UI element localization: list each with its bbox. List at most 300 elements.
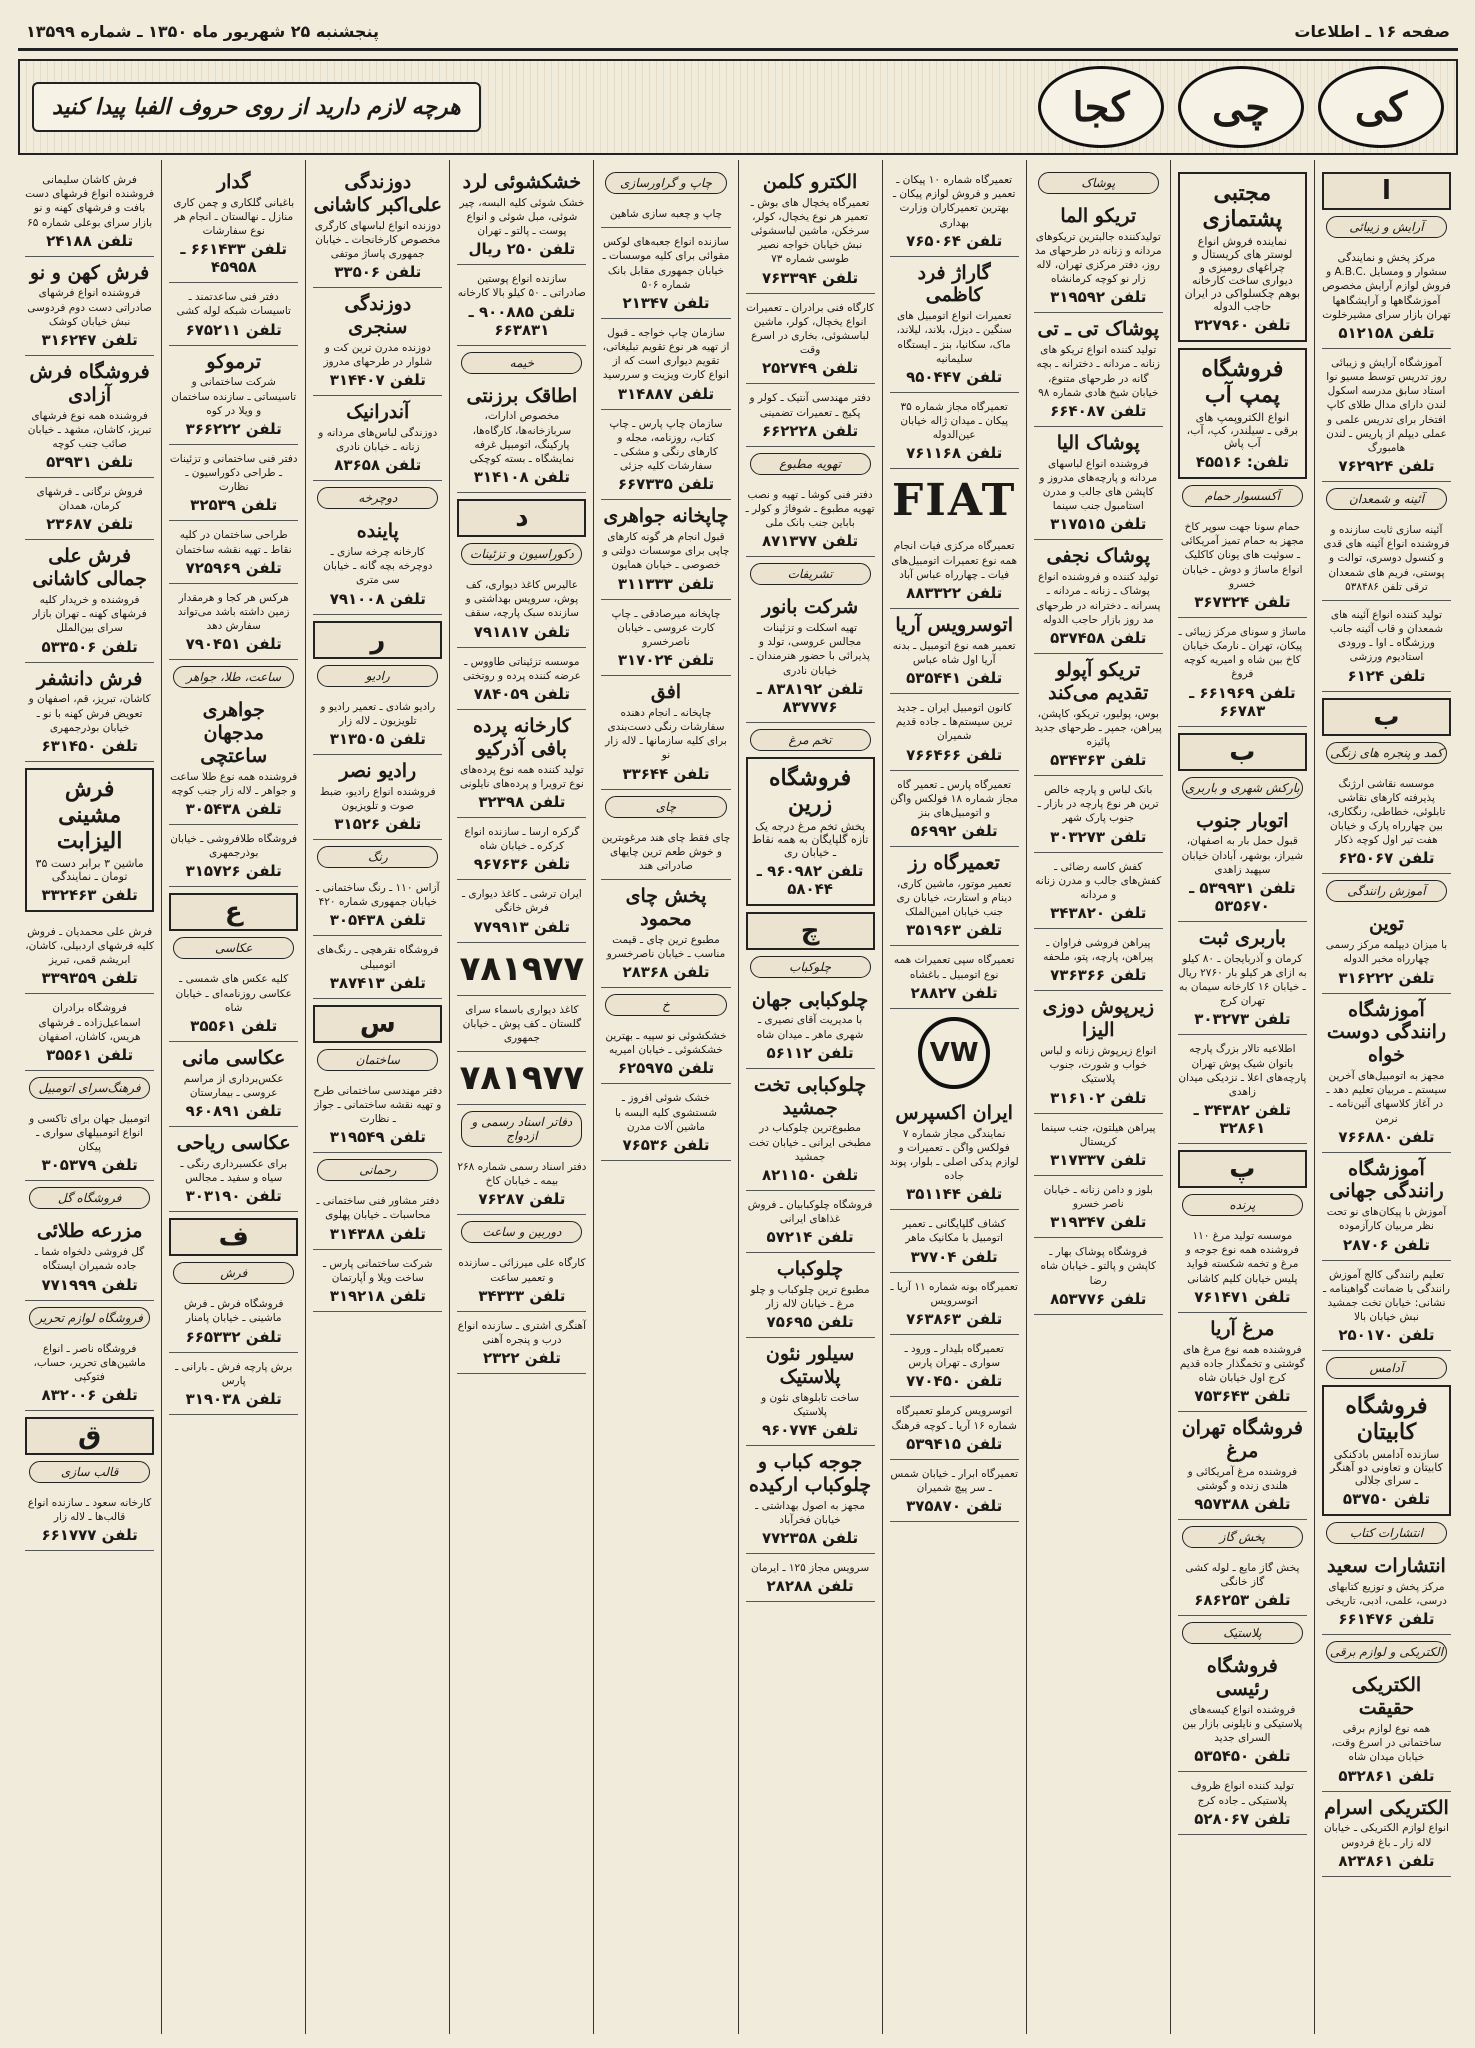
advertisement bbox=[1178, 1035, 1307, 1144]
category-label: آئینه و شمعدان bbox=[1326, 488, 1447, 510]
ad-phone: تلفن ۹۶۰۷۷۴ bbox=[761, 1421, 859, 1440]
ad-title: فروشگاه رئیسی bbox=[1206, 1655, 1278, 1701]
ad-phone: تلفن ۶۸۶۲۵۳ bbox=[1194, 1591, 1291, 1610]
category-label: خ bbox=[605, 994, 726, 1016]
ad-description: مجهز به اتومبیل‌های آخرین سیستم ـ مربیان تعلیم دهد ـ در آغاز کلاسهای آئین‌نامه ـ نرمن bbox=[1326, 1070, 1447, 1125]
advertisement bbox=[1034, 313, 1163, 426]
ad-description: دفتر مهندسی آنتیک ـ کولر و پکیج ـ تعمیرات تضمینی bbox=[749, 392, 871, 419]
alphabet-section-header: ا bbox=[1322, 172, 1451, 210]
ad-title: زیرپوش دوزی الیزا bbox=[1042, 996, 1155, 1042]
ad-description: دفتر اسناد رسمی شماره ۲۶۸ بیمه ـ خیابان کاخ bbox=[457, 1161, 587, 1188]
ad-description: موسسه نقاشی ارژنگ پذیرفته کارهای نقاشی تابلوئی، خطاطی، رنگکاری، بین چهارراه پارک و خیابان هفت تیر اول کوچه ذکار bbox=[1327, 777, 1446, 847]
ad-description: تعمیر موتور، ماشین کاری، دینام و استارت، خیابان ری جنب خیابان امین‌الملک bbox=[896, 877, 1012, 919]
advertisement bbox=[25, 356, 154, 478]
advertisement bbox=[457, 1312, 586, 1374]
ad-title: باربری ثبت bbox=[1198, 926, 1286, 949]
advertisement bbox=[890, 1335, 1019, 1397]
ad-phone: تلفن ۳۵۵۶۱ bbox=[46, 1045, 134, 1064]
category-label: ساختمان bbox=[317, 1049, 438, 1071]
logo-word-chi: چی bbox=[1178, 66, 1304, 148]
ad-phone: تلفن ۳۸۷۴۱۳ bbox=[329, 973, 426, 992]
advertisement bbox=[746, 1253, 875, 1338]
boxed-advertisement bbox=[1322, 1385, 1451, 1516]
ad-title: پوشاک نجفی bbox=[1046, 545, 1150, 568]
advertisement bbox=[25, 540, 154, 662]
advertisement bbox=[1322, 1669, 1451, 1791]
ad-phone: تلفن ۳۱۶۱۰۲ bbox=[1050, 1088, 1147, 1107]
ad-phone: تلفن ۹۰۰۸۸۵ ـ ۶۶۳۸۳۱ bbox=[468, 302, 576, 339]
advertisement bbox=[1178, 805, 1307, 922]
advertisement bbox=[457, 265, 586, 345]
ad-phone: تلفن ۲۵۰۱۷۰ bbox=[1338, 1326, 1435, 1345]
advertisement bbox=[25, 918, 154, 995]
category-label: تشریفات bbox=[750, 563, 871, 585]
advertisement bbox=[1178, 1772, 1307, 1834]
ad-phone: تلفن ۵۳۹۹۳۱ ـ ۵۳۵۶۷۰ bbox=[1189, 878, 1296, 915]
category-label: آدامس bbox=[1326, 1357, 1447, 1379]
advertisement bbox=[746, 294, 875, 385]
ad-phone: تلفن ۵۳۹۳۱ bbox=[46, 453, 134, 472]
ad-description: خشک شوئی کلیه البسه، چیر شوئی، مبل شوئی و انواع پوست ـ پالتو ـ تهران bbox=[459, 196, 585, 238]
ad-phone: تلفن ۶۶۱۴۳۳ ـ ۴۵۹۵۸ bbox=[180, 240, 287, 277]
ad-description: موسسه تولید مرغ ۱۱۰ فروشنده همه نوع جوجه و مرغ و تخمه شکسته فواید پلیس خیابان کلیم کاشانی bbox=[1185, 1230, 1299, 1285]
ad-phone: تلفن ۷۶۱۱۶۸ bbox=[906, 444, 1003, 463]
ad-description: سازنده انواع پوستین صادراتی ـ ۵۰ کیلو بالا کارخانه bbox=[457, 273, 586, 300]
category-label: قالب سازی bbox=[29, 1461, 150, 1483]
ad-title: اطاقک برزنتی bbox=[466, 384, 578, 407]
advertisement bbox=[313, 755, 442, 840]
ad-description: آزاس ۱۱۰ ـ رنگ ساختمانی ـ خیابان جمهوری شماره ۴۲۰ bbox=[316, 881, 440, 909]
ad-description: کارخانه چرخه سازی ـ دوچرخه بچه گانه ـ خیابان سی متری bbox=[323, 545, 433, 587]
category-label: رحمانی bbox=[317, 1159, 438, 1181]
ad-phone: تلفن ۵۳۵۴۵۰ bbox=[1194, 1747, 1291, 1766]
ad-description: بانک لباس و پارچه خالص ترین هر نوع پارچه در بازار ـ جنوب پارک شهر bbox=[1037, 784, 1159, 825]
ad-description: کشاف گلپایگانی ـ تعمیر اتومبیل با مکانیک ماهر bbox=[902, 1218, 1006, 1245]
ad-description: برش پارچه فرش ـ بارانی ـ پارس bbox=[175, 1360, 293, 1387]
ad-phone: تلفن ۸۲۱۱۵۰ bbox=[761, 1165, 859, 1184]
ad-title: دوزندگی علی‌اکبر کاشانی bbox=[313, 171, 442, 216]
ad-description: فرش کاشان سلیمانی فروشنده انواع فرشهای دست بافت و فرشهای کهنه و نو بازار سرای بوعلی شماره ۶۵ bbox=[25, 174, 155, 229]
ad-title: چاپخانه جواهری bbox=[603, 505, 729, 528]
advertisement bbox=[1322, 244, 1451, 349]
advertisement bbox=[457, 818, 586, 880]
ad-description: مطبوع ترین چای ـ قیمت مناسب ـ خیابان ناصرخسرو bbox=[606, 933, 726, 960]
ad-description: خشک شوئی افروز ـ شستشوی کلیه البسه با ماشین آلات مدرن bbox=[614, 1092, 717, 1133]
advertisement bbox=[890, 694, 1019, 771]
advertisement bbox=[1178, 1650, 1307, 1772]
advertisement bbox=[457, 996, 586, 1053]
ad-phone: تلفن ۶۳۱۴۵۰ bbox=[41, 736, 138, 755]
ad-description: انواع لوازم الکتریکی ـ خیابان لاله زار ـ باغ فردوس bbox=[1323, 1822, 1449, 1849]
advertisement bbox=[1322, 349, 1451, 482]
ad-phone: تلفن ۳۰۵۳۷۹ bbox=[41, 1156, 138, 1175]
ad-title: تریکو الما bbox=[1060, 205, 1137, 227]
ad-description: چاپخانه میرصادقی ـ چاپ کارت عروسی ـ خیابان ناصرخسرو bbox=[611, 607, 721, 648]
ad-description: با مدیریت آقای نصیری ـ شهری ماهر ـ میدان شاه bbox=[756, 1014, 864, 1041]
alphabet-section-header: ع bbox=[169, 893, 298, 931]
advertisement bbox=[601, 228, 730, 319]
alphabet-section-header: ب bbox=[1178, 733, 1307, 771]
ad-title: جواهری مدجهان ساعتچی bbox=[200, 699, 268, 767]
ad-description: فروشگاه فرش ـ فرش ماشینی ـ خیابان پامنار bbox=[183, 1298, 284, 1325]
ad-phone: تلفن ۷۷۰۴۵۰ bbox=[906, 1372, 1003, 1391]
ad-description: نماینده فروش انواع لوستر های کریستال و چراغهای رومیزی و دیواری ساخت کارخانه بوهم چکسلواکی در ایران حاجب الدوله bbox=[1184, 235, 1301, 313]
ad-description: فروشنده مرغ آمریکائی و هلندی زنده و گوشتی bbox=[1187, 1465, 1298, 1492]
ad-phone: تلفن ۳۱۹۵۴۹ bbox=[329, 1128, 426, 1147]
ad-description: اتوسرویس کرملو تعمیرگاه شماره ۱۶ آریا ـ کوچه فرهنگ bbox=[891, 1405, 1017, 1432]
ad-title: چلوکباب bbox=[776, 1258, 844, 1281]
ad-description: آموزش با پیکان‌های نو تحت نظر مربیان کارآزموده bbox=[1326, 1206, 1447, 1233]
ad-title: خشکشوئی لرد bbox=[462, 171, 582, 193]
ad-title: افق bbox=[650, 681, 682, 704]
category-label: دوربین و ساعت bbox=[461, 1221, 582, 1243]
ad-phone: تلفن ۵۷۲۱۴ bbox=[766, 1228, 854, 1247]
ad-description: سرویس مجاز ۱۲۵ ـ ایرمان bbox=[750, 1562, 870, 1575]
ad-phone: تلفن ۵۳۵۴۴۱ bbox=[906, 669, 1003, 688]
ad-phone: تلفن ۹۶۷۶۳۶ bbox=[473, 855, 570, 874]
ad-phone: تلفن ۷۷۲۳۵۸ bbox=[761, 1529, 859, 1548]
ad-title: فروشگاه فرش آزادی bbox=[29, 361, 150, 406]
ad-phone: تلفن ۳۱۵۲۶ bbox=[334, 814, 422, 833]
ad-description: موسسه تزئیناتی طاووس ـ عرضه کننده پرده و روتختی bbox=[462, 655, 581, 682]
ad-description: فروشنده و خریدار کلیه فرشهای کهنه ـ تهران بازار سرای بین‌الملل bbox=[32, 594, 147, 635]
ad-description: نمایندگی مجاز شماره ۷ فولکس واگن ـ تعمیرات و لوازم یدکی اصلی ـ بلوار، پوند جاده bbox=[889, 1127, 1019, 1183]
ad-title: فروشگاه پمپ آب bbox=[1201, 356, 1284, 408]
ad-phone: تلفن ۷۶۳۸۶۳ bbox=[906, 1310, 1003, 1328]
ad-phone: تلفن ۳۱۱۳۳۳ bbox=[617, 574, 715, 593]
advertisement bbox=[890, 609, 1019, 694]
advertisement bbox=[746, 1338, 875, 1446]
ad-phone: تلفن ۶۲۵۹۷۵ bbox=[617, 1059, 715, 1078]
advertisement bbox=[25, 1335, 154, 1412]
ad-description: چاپ و چعبه سازی شاهین bbox=[609, 208, 723, 220]
ad-description: شرکت ساختمانی و تاسیساتی ـ سازنده ساختمان و ویلا در کوه bbox=[171, 376, 297, 417]
advertisement bbox=[890, 257, 1019, 393]
ad-description: هرکس هر کجا و هرمقدار زمین داشته باشد می‌تواند سفارش دهد bbox=[177, 591, 290, 633]
ad-description: مطبوع ترین چلوکباب و چلو مرغ ـ خیابان لاله زار bbox=[750, 1284, 870, 1311]
ad-phone: تلفن ۳۱۵۷۲۶ bbox=[185, 862, 282, 881]
ad-description: چاپخانه ـ انجام دهنده سفارشات رنگی دست‌بندی برای کلیه سازمانها ـ لاله زار نو bbox=[605, 706, 727, 762]
category-label: پخش گاز bbox=[1182, 1526, 1303, 1548]
ad-description: با میزان دیپلمه مرکز رسمی چهارراه مخبر الدوله bbox=[1325, 939, 1448, 966]
advertisement bbox=[601, 500, 730, 599]
page-label: صفحه ۱۶ ـ اطلاعات bbox=[1294, 21, 1450, 41]
ad-title: عکاسی ریاحی bbox=[176, 1132, 291, 1155]
category-label: تهویه مطبوع bbox=[750, 453, 871, 475]
logo-word-koja: کجا bbox=[1038, 66, 1164, 148]
ad-description: مرکز پخش و توزیع کتابهای درسی، علمی، ادبی، تاریخی bbox=[1325, 1581, 1447, 1608]
advertisement bbox=[313, 1077, 442, 1154]
advertisement bbox=[1322, 1550, 1451, 1635]
ad-phone: تلفن ۳۷۷۰۴ bbox=[910, 1247, 998, 1266]
ad-phone: تلفن ۷۵۶۹۵ bbox=[766, 1313, 854, 1332]
ad-description: انواع زیرپوش زنانه و لباس خواب و شورت، جنوب پلاستیک bbox=[1040, 1045, 1157, 1086]
ad-description: فروشنده همه نوع فرشهای تبریز، کاشان، مشهد ـ خیابان صائب جنب کوچه bbox=[27, 409, 152, 450]
ad-phone: تلفن ۵۱۲۱۵۸ bbox=[1338, 323, 1435, 342]
advertisement bbox=[1034, 929, 1163, 991]
ad-title: چلوکبابی تخت جمشید bbox=[753, 1073, 867, 1119]
ad-title: توین bbox=[1369, 913, 1404, 936]
advertisement bbox=[1178, 513, 1307, 618]
ad-phone: تلفن ۳۱۴۸۸۷ bbox=[617, 384, 715, 403]
ad-phone: تلفن ۳۳۶۴۴ bbox=[622, 764, 710, 783]
advertisement bbox=[169, 694, 298, 825]
ad-description: تولیدکننده جالبترین تریکوهای مردانه و زنانه در طرحهای مد روز، دفتر مرکزی تهران، لاله زار نو کوچه کرمانشاه bbox=[1034, 230, 1162, 286]
ad-phone: تلفن ۳۴۳۸۲۰ bbox=[1050, 904, 1147, 923]
ad-phone: تلفن ۷۶۲۸۷ bbox=[478, 1190, 566, 1209]
ad-phone: تلفن ۷۷۹۹۱۳ bbox=[473, 917, 570, 936]
advertisement bbox=[313, 693, 442, 755]
ad-description: کارگاه علی میرزائی ـ سازنده و تعمیر ساعت bbox=[458, 1257, 586, 1284]
ad-description: چای فقط چای هند مرغوبترین و خوش طعم ترین چایهای صادراتی هند bbox=[601, 831, 731, 872]
ad-description: پیراهن فروشی فراوان ـ پیراهن، پارچه، پتو، ملحفه bbox=[1043, 937, 1154, 964]
ad-title: چلوکبابی جهان bbox=[751, 988, 869, 1011]
advertisement bbox=[457, 1249, 586, 1311]
ad-column bbox=[1170, 160, 1314, 2034]
advertisement bbox=[457, 166, 586, 265]
ad-description: تولید کننده همه نوع پرده‌های نوع ترویرا و پرده‌های نایلونی bbox=[459, 763, 584, 790]
ad-phone: تلفن ۷۹۰۴۵۱ bbox=[185, 635, 282, 654]
ad-phone: تلفن ۳۵۱۱۴۴ bbox=[906, 1185, 1003, 1204]
category-label: پوشاک bbox=[1038, 172, 1159, 194]
ad-phone: تلفن ۲۳۲۲ bbox=[482, 1349, 561, 1368]
large-phone-number: ۷۸۱۹۷۷ bbox=[457, 943, 586, 996]
advertisement bbox=[746, 1446, 875, 1554]
ad-description: کانون اتومبیل ایران ـ جدید ترین سیستم‌ها ـ جاده قدیم شمیران bbox=[895, 702, 1013, 743]
advertisement bbox=[169, 283, 298, 345]
advertisement bbox=[169, 1042, 298, 1127]
ad-phone: تلفن ۳۲۷۹۶۰ bbox=[1194, 316, 1291, 334]
ad-description: سازنده انواع جعبه‌های لوکس مقوائی برای کلیه موسسات ـ خیابان جمهوری مقابل بانک شماره ۵۰۶ bbox=[602, 236, 730, 291]
ad-phone: تلفن ۳۱۴۳۸۸ bbox=[329, 1224, 426, 1243]
ad-description: عکس‌برداری از مراسم عروسی ـ بیمارستان bbox=[183, 1072, 284, 1099]
advertisement bbox=[169, 1290, 298, 1352]
ad-title: آندرانیک bbox=[346, 401, 410, 424]
ad-phone: تلفن ۲۱۳۴۷ bbox=[622, 293, 710, 312]
ad-title: الکترو کلمن bbox=[762, 171, 858, 193]
advertisement bbox=[1322, 1261, 1451, 1352]
ad-title: فرش دانشفر bbox=[36, 667, 143, 690]
ad-phone: تلفن ۶۲۵۰۶۷ bbox=[1338, 849, 1435, 868]
ad-title: انتشارات سعید bbox=[1327, 1555, 1446, 1578]
ad-description: کاشان، تبریز، قم، اصفهان و تعویض فرش کهنه با نو ـ خیابان بوذرجمهری bbox=[28, 693, 151, 734]
ad-description: فروشنده همه نوع طلا ساعت و جواهر ـ لاله زار جنب کوچه bbox=[170, 770, 298, 797]
category-label: دکوراسیون و تزئینات bbox=[461, 543, 582, 565]
alphabet-section-header: چ bbox=[746, 912, 875, 950]
ad-phone: تلفن ۳۳۵۰۶ bbox=[334, 263, 422, 282]
advertisement bbox=[313, 1250, 442, 1312]
ad-title: پخش چای محمود bbox=[625, 885, 707, 930]
ad-description: بلوز و دامن زنانه ـ خیابان ناصر خسرو bbox=[1043, 1183, 1153, 1211]
ad-description: خشکشوئی نو سپیه ـ بهترین خشکشوئی ـ خیابان امیریه bbox=[605, 1030, 727, 1057]
logo-word-ki: کی bbox=[1318, 66, 1444, 148]
ad-phone: تلفن ۶۶۷۳۳۵ bbox=[617, 475, 715, 494]
ad-description: تعمیرگاه پارس ـ تعمیر گاه مجاز شماره ۱۸ فولکس واگن و اتومبیل‌های بنز bbox=[890, 778, 1019, 819]
ad-description: تهیه اسکلت و تزئینات مجالس عروسی، تولد و پذیرائی با حضور هنرمندان ـ خیابان نادری bbox=[750, 622, 870, 677]
advertisement bbox=[1034, 200, 1163, 313]
ad-phone: تلفن ۳۳۹۳۵۹ bbox=[41, 969, 138, 988]
ad-description: فروشنده انواع فرشهای صادراتی دست دوم فردوسی نبش خیابان کوشک bbox=[27, 287, 152, 328]
category-label: خیمه bbox=[461, 352, 582, 374]
volkswagen-logo: VW bbox=[918, 1017, 990, 1089]
ad-phone: تلفن ۳۰۳۱۹۰ bbox=[185, 1187, 282, 1206]
advertisement bbox=[601, 410, 730, 501]
ad-phone: تلفن ۸۷۱۳۷۷ bbox=[761, 532, 859, 551]
ad-description: کارگاه فنی برادران ـ تعمیرات انواع یخچال، کولر، ماشین لباسشوئی، بخاری در اسرع وقت bbox=[745, 301, 875, 357]
ad-description: کاغذ دیواری باسماء سرای گلستان ـ کف پوش ـ خیابان جمهوری bbox=[462, 1003, 582, 1044]
ad-description: اتومبیل جهان برای تاکسی و انواع اتومبیلهای سواری ـ پیکان bbox=[29, 1112, 151, 1154]
ad-phone: تلفن ۳۲۳۹۸ bbox=[478, 792, 566, 811]
advertisement bbox=[601, 880, 730, 988]
advertisement bbox=[1178, 922, 1307, 1035]
ad-description: رادیو شادی ـ تعمیر رادیو و تلویزیون ـ لاله زار bbox=[320, 700, 436, 727]
category-label: رنگ bbox=[317, 846, 438, 868]
ad-description: فروشنده انواع لباسهای مردانه و پارچه‌های مدروز و کاپشن های جالب و مدرن استامبول جنب سینما bbox=[1039, 457, 1158, 513]
advertisement bbox=[890, 1273, 1019, 1335]
ad-description: دوزندگی لباس‌های مردانه و زنانه ـ خیابان نادری bbox=[318, 426, 438, 454]
ad-phone: تلفن ۸۲۳۸۶۱ bbox=[1338, 1851, 1435, 1870]
advertisement bbox=[1178, 1412, 1307, 1520]
advertisement bbox=[1178, 1222, 1307, 1313]
ad-phone: تلفن ۸۳۲۰۰۶ bbox=[41, 1386, 138, 1405]
advertisement bbox=[169, 1353, 298, 1415]
ad-phone: تلفن ۷۷۱۹۹۹ bbox=[41, 1275, 138, 1294]
ad-description: تولید کننده انواع ظروف پلاستیکی ـ جاده کرج bbox=[1190, 1780, 1294, 1807]
advertisement bbox=[457, 880, 586, 942]
ad-description: ایران ترشی ـ کاغذ دیواری ـ فرش خانگی bbox=[461, 888, 582, 915]
advertisement bbox=[169, 584, 298, 661]
category-label: فرهنگ‌سرای اتومبیل bbox=[29, 1077, 150, 1099]
ad-description: تعمیرگاه بلیدار ـ ورود ـ سواری ـ تهران پارس bbox=[904, 1343, 1004, 1370]
ad-description: پخش گاز مایع ـ لوله کشی گاز خانگی bbox=[1185, 1561, 1300, 1589]
ad-title: جوجه کباب و چلوکباب ارکیده bbox=[749, 1451, 872, 1497]
boxed-advertisement bbox=[25, 768, 154, 912]
advertisement bbox=[890, 393, 1019, 470]
ad-phone: تلفن ۲۵۰ ریال bbox=[468, 240, 576, 259]
ad-description: تعمیرگاه مرکزی فیات انجام همه نوع تعمیرات اتومبیل‌های فیات ـ چهارراه عباس آباد bbox=[891, 540, 1018, 581]
advertisement bbox=[890, 1397, 1019, 1459]
ad-title: پوشاک الیا bbox=[1056, 431, 1140, 454]
advertisement bbox=[1322, 601, 1451, 692]
advertisement bbox=[1322, 994, 1451, 1153]
ad-description: آئینه سازی ثابت سازنده و فروشنده انواع آئینه های قدی و کنسول دوسری، توالت و پوستی، فریم های شمعدان ترقی تلفن ۵۳۸۴۸۶ bbox=[1323, 524, 1450, 593]
ad-title: فروشگاه تهران مرغ bbox=[1181, 1417, 1303, 1462]
advertisement bbox=[313, 515, 442, 614]
ad-phone: تلفن ۷۶۶۸۸۰ bbox=[1338, 1127, 1435, 1146]
advertisement bbox=[457, 380, 586, 493]
alphabet-section-header: د bbox=[457, 499, 586, 537]
category-label: چلوکباب bbox=[750, 956, 871, 978]
ad-description: تعلیم رانندگی کالج آموزش رانندگی با ضمانت گواهینامه ـ نشانی: خیابان تخت جمشید نبش خیابان بالا bbox=[1322, 1268, 1450, 1324]
ad-phone: تلفن ۷۶۳۳۹۴ bbox=[761, 268, 859, 287]
advertisement bbox=[601, 200, 730, 228]
advertisement bbox=[746, 166, 875, 294]
ad-phone: تلفن ۳۴۳۳۳ bbox=[478, 1286, 566, 1305]
ad-title: عکاسی مانی bbox=[182, 1046, 286, 1069]
advertisement bbox=[169, 166, 298, 283]
category-label: بارکش شهری و باربری bbox=[1182, 777, 1303, 799]
advertisement bbox=[746, 1554, 875, 1602]
ad-description: دفتر فنی ساعدتمند ـ تاسیسات شبکه لوله کشی bbox=[176, 291, 291, 318]
advertisement bbox=[313, 936, 442, 998]
ad-title: مزرعه طلائی bbox=[36, 1220, 143, 1243]
ad-phone: تلفن ۷۶۱۴۷۱ bbox=[1194, 1287, 1291, 1306]
category-label: فرش bbox=[173, 1262, 294, 1284]
ad-title: فرش علی جمالی کاشانی bbox=[32, 545, 147, 591]
alphabet-section-header: ف bbox=[169, 1218, 298, 1256]
advertisement bbox=[1034, 1238, 1163, 1315]
ad-title: گاراژ فرد کاظمی bbox=[917, 261, 991, 307]
classified-columns bbox=[18, 160, 1458, 2034]
advertisement bbox=[169, 825, 298, 887]
advertisement bbox=[25, 1105, 154, 1182]
alphabet-section-header: ب bbox=[1322, 698, 1451, 736]
ad-title: گدار bbox=[216, 171, 251, 193]
advertisement bbox=[457, 1153, 586, 1215]
advertisement bbox=[746, 384, 875, 446]
ad-column bbox=[882, 160, 1026, 2034]
ad-phone: تلفن ۵۳۷۴۵۸ bbox=[1050, 628, 1147, 647]
ad-phone: تلفن ۵۳۹۴۱۵ bbox=[906, 1434, 1003, 1453]
ad-phone: تلفن ۶۶۴۰۸۷ bbox=[1050, 401, 1147, 420]
ad-description: فروشگاه پوشاک بهار ـ کاپشن و پالتو ـ خیابان شاه رضا bbox=[1040, 1246, 1156, 1287]
ad-phone: تلفن ۹۵۷۳۸۸ bbox=[1194, 1494, 1291, 1513]
ad-description: فروشگاه ناصر ـ انواع ماشین‌های تحریر، حساب، فتوکپی bbox=[33, 1342, 146, 1383]
ad-description: تعمیرات انواع اتومبیل های سنگین ـ دیزل، بلاند، لیلاند، ماک، سکانیا، بنز ـ ایستگاه سلیمانیه bbox=[896, 310, 1012, 365]
category-label: تخم مرغ bbox=[750, 729, 871, 751]
ad-description: کلیه عکس های شمسی ـ عکاسی روزنامه‌ای ـ خیابان شاه bbox=[175, 973, 292, 1014]
ad-phone: تلفن ۳۱۶۲۴۷ bbox=[41, 331, 138, 349]
ad-phone: تلفن ۳۰۳۲۷۳ bbox=[1050, 827, 1147, 846]
ad-phone: تلفن ۸۳۶۵۸ bbox=[334, 456, 422, 475]
advertisement bbox=[601, 319, 730, 410]
ad-phone: تلفن ۷۳۶۳۶۶ bbox=[1050, 966, 1147, 985]
advertisement bbox=[1322, 908, 1451, 993]
ad-description: کارخانه سعود ـ سازنده انواع قالب‌ها ـ لاله زار bbox=[27, 1497, 152, 1524]
ad-phone: تلفن ۹۶۰۸۹۱ bbox=[185, 1102, 282, 1121]
ad-description: پیراهن هیلتون، جنب سینما کریستال bbox=[1040, 1121, 1156, 1148]
ad-phone: تلفن ۳۶۷۳۲۴ bbox=[1194, 592, 1291, 611]
advertisement bbox=[1322, 770, 1451, 875]
masthead-banner bbox=[18, 59, 1458, 155]
ad-description: مرکز پخش و نمایندگی سشوار و ومسایل .A.B.C و فروش لوازم آرایش مخصوص آموزشگاهها و آرایشگاهها تهران بازار سرای مشیرخلوت bbox=[1322, 252, 1451, 321]
ad-title: فروشگاه کابیتان bbox=[1345, 1393, 1428, 1446]
ad-description: تعمیرگاه ابرار ـ خیابان شمس ـ سر پیچ شمیران bbox=[890, 1467, 1019, 1494]
ad-column bbox=[1314, 160, 1458, 2034]
ad-title: فروشگاه زرین bbox=[769, 764, 852, 817]
advertisement bbox=[890, 771, 1019, 848]
ad-column bbox=[738, 160, 882, 2034]
advertisement bbox=[169, 965, 298, 1042]
advertisement bbox=[1034, 991, 1163, 1113]
advertisement bbox=[457, 710, 586, 818]
ad-description: عالیرس کاغذ دیواری، کف پوش، سرویس بهداشتی و سازنده سبک پارچه، سقف bbox=[464, 579, 579, 620]
advertisement bbox=[1034, 1114, 1163, 1176]
advertisement bbox=[746, 1069, 875, 1191]
ad-phone: تلفن ۹۵۰۴۴۷ bbox=[906, 367, 1003, 386]
ad-description: دفتر مهندسی ساختمانی طرح و تهیه نقشه ساختمانی ـ جواز ـ نظارت bbox=[313, 1084, 443, 1126]
ad-description: دوزنده انواع لباسهای کارگری مخصوص کارخانجات ـ خیابان جمهوری پاساژ موتفی bbox=[314, 219, 441, 260]
category-label: پرنده bbox=[1182, 1194, 1303, 1216]
category-label: آرایش و زیبائی bbox=[1326, 216, 1447, 238]
ad-phone: تلفن ۳۱۷۵۱۵ bbox=[1050, 515, 1147, 534]
ad-phone: تلفن ۷۹۱۰۰۸ bbox=[329, 589, 426, 608]
advertisement bbox=[313, 396, 442, 481]
ad-title: الکتریکی اسرام bbox=[1324, 1796, 1449, 1819]
category-label: انتشارات کتاب bbox=[1326, 1522, 1447, 1544]
ad-phone: تلفن ۶۶۱۴۷۶ bbox=[1338, 1610, 1435, 1629]
ad-phone: تلفن ۳۱۹۳۴۷ bbox=[1050, 1213, 1147, 1232]
